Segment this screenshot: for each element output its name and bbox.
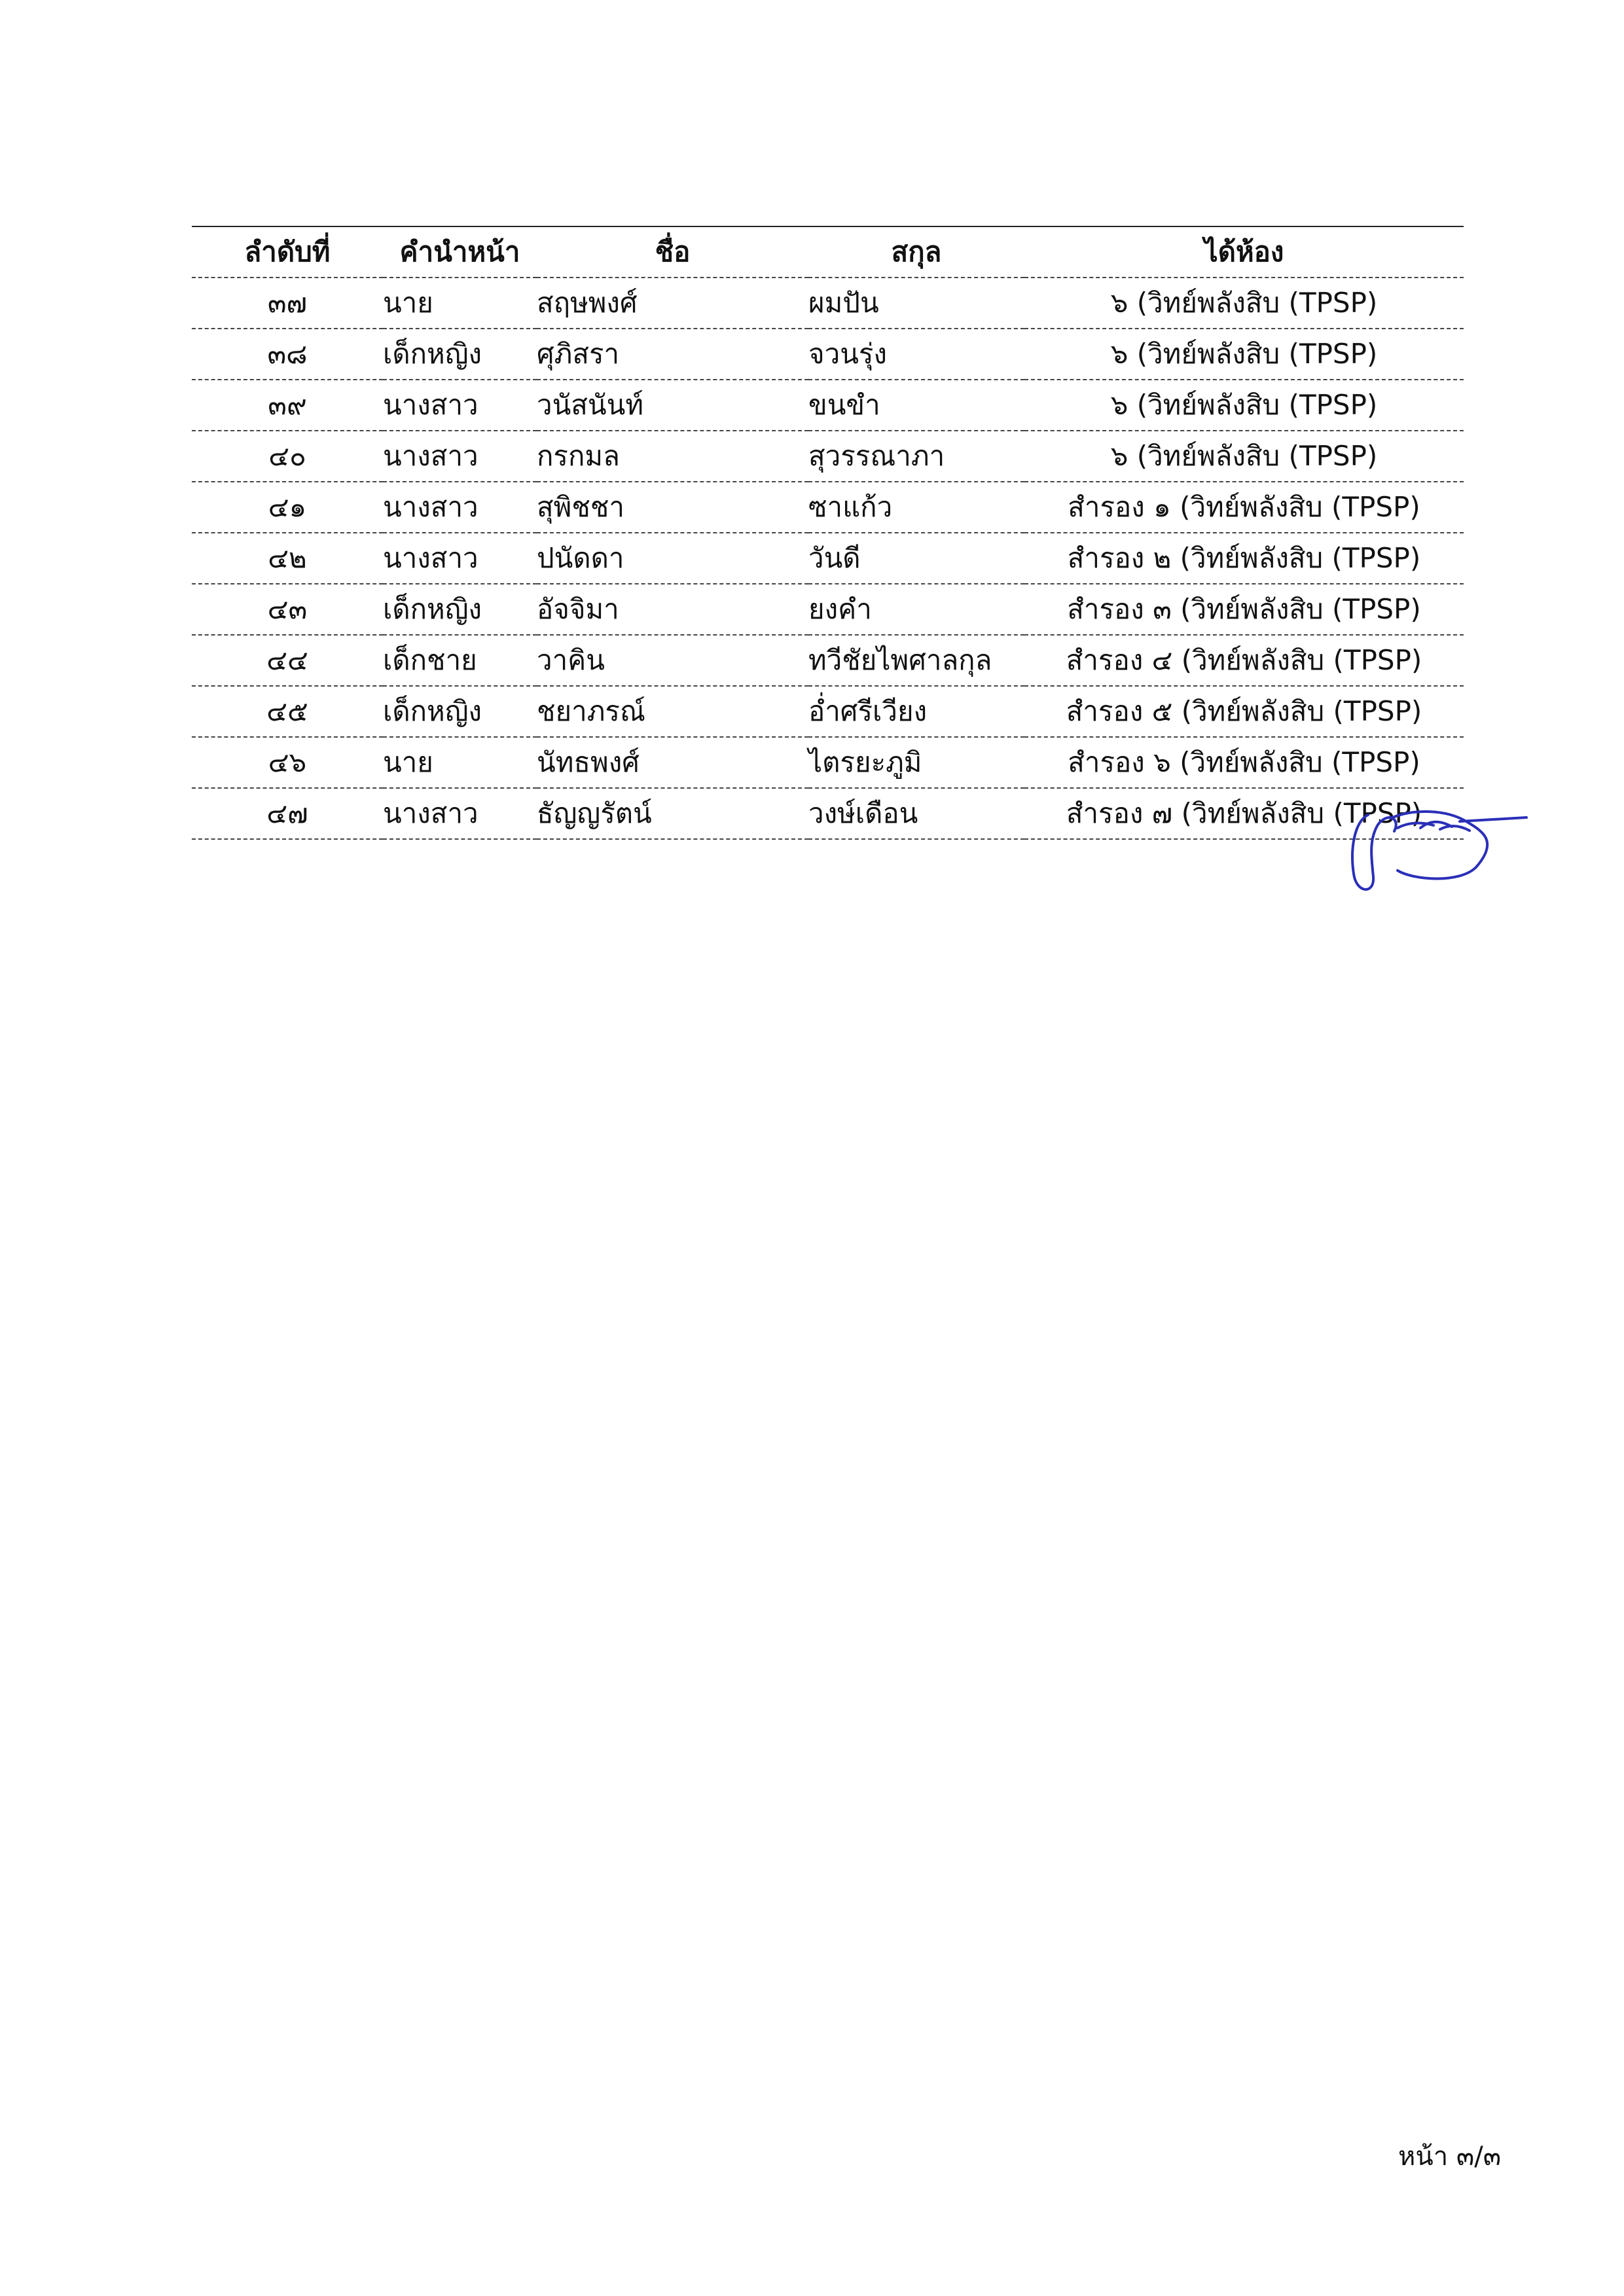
table-row: [192, 788, 1464, 839]
signature-mark: [1342, 802, 1532, 900]
table-row: [192, 380, 1464, 431]
cell-prefix: นางสาว: [383, 788, 537, 839]
cell-name: ธัญญรัตน์: [537, 788, 808, 839]
cell-surname: อ่ำศรีเวียง: [808, 686, 1024, 737]
cell-name: อัจจิมา: [537, 584, 808, 635]
table-row: [192, 533, 1464, 584]
header-name: ชื่อ: [537, 226, 808, 278]
cell-name: วาคิน: [537, 635, 808, 686]
header-room: ได้ห้อง: [1024, 226, 1464, 278]
table-row: [192, 329, 1464, 380]
results-table: [192, 226, 1464, 840]
cell-prefix: เด็กหญิง: [383, 329, 537, 380]
table-row: [192, 686, 1464, 737]
header-prefix: คำนำหน้า: [383, 226, 537, 278]
cell-room: สำรอง ๓ (วิทย์พลังสิบ (TPSP): [1024, 584, 1464, 635]
table-row: [192, 584, 1464, 635]
cell-surname: ผมปัน: [808, 278, 1024, 329]
cell-prefix: นาย: [383, 278, 537, 329]
cell-prefix: นาย: [383, 737, 537, 788]
cell-no: ๔๕: [192, 686, 383, 737]
cell-name: วนัสนันท์: [537, 380, 808, 431]
cell-no: ๔๓: [192, 584, 383, 635]
cell-no: ๓๘: [192, 329, 383, 380]
cell-no: ๓๙: [192, 380, 383, 431]
cell-surname: ทวีชัยไพศาลกุล: [808, 635, 1024, 686]
cell-no: ๓๗: [192, 278, 383, 329]
header-no: ลำดับที่: [192, 226, 383, 278]
cell-name: นัทธพงศ์: [537, 737, 808, 788]
header-surname: สกุล: [808, 226, 1024, 278]
cell-room: สำรอง ๒ (วิทย์พลังสิบ (TPSP): [1024, 533, 1464, 584]
cell-surname: ซาแก้ว: [808, 482, 1024, 533]
cell-surname: วงษ์เดือน: [808, 788, 1024, 839]
cell-surname: ยงคำ: [808, 584, 1024, 635]
cell-no: ๔๐: [192, 431, 383, 482]
cell-prefix: นางสาว: [383, 533, 537, 584]
table-header-row: [192, 226, 1464, 278]
cell-room: ๖ (วิทย์พลังสิบ (TPSP): [1024, 278, 1464, 329]
cell-prefix: นางสาว: [383, 431, 537, 482]
cell-surname: สุวรรณาภา: [808, 431, 1024, 482]
table-row: [192, 482, 1464, 533]
cell-name: กรกมล: [537, 431, 808, 482]
cell-no: ๔๖: [192, 737, 383, 788]
cell-room: สำรอง ๖ (วิทย์พลังสิบ (TPSP): [1024, 737, 1464, 788]
table-row: [192, 431, 1464, 482]
cell-surname: วันดี: [808, 533, 1024, 584]
cell-prefix: เด็กหญิง: [383, 584, 537, 635]
cell-no: ๔๔: [192, 635, 383, 686]
cell-surname: ไตรยะภูมิ: [808, 737, 1024, 788]
cell-room: สำรอง ๔ (วิทย์พลังสิบ (TPSP): [1024, 635, 1464, 686]
page-number: หน้า ๓/๓: [1398, 2142, 1502, 2172]
table-row: [192, 278, 1464, 329]
cell-name: ศุภิสรา: [537, 329, 808, 380]
cell-room: ๖ (วิทย์พลังสิบ (TPSP): [1024, 329, 1464, 380]
cell-room: สำรอง ๕ (วิทย์พลังสิบ (TPSP): [1024, 686, 1464, 737]
cell-name: สุพิชชา: [537, 482, 808, 533]
cell-no: ๔๑: [192, 482, 383, 533]
cell-prefix: นางสาว: [383, 380, 537, 431]
cell-surname: ขนขำ: [808, 380, 1024, 431]
table-row: [192, 635, 1464, 686]
cell-no: ๔๒: [192, 533, 383, 584]
cell-name: สฤษพงศ์: [537, 278, 808, 329]
cell-prefix: นางสาว: [383, 482, 537, 533]
signature-stroke: [1352, 812, 1526, 889]
cell-name: ปนัดดา: [537, 533, 808, 584]
cell-no: ๔๗: [192, 788, 383, 839]
cell-room: สำรอง ๑ (วิทย์พลังสิบ (TPSP): [1024, 482, 1464, 533]
cell-room: ๖ (วิทย์พลังสิบ (TPSP): [1024, 380, 1464, 431]
cell-prefix: เด็กหญิง: [383, 686, 537, 737]
cell-name: ชยาภรณ์: [537, 686, 808, 737]
cell-surname: จวนรุ่ง: [808, 329, 1024, 380]
cell-room: สำรอง ๗ (วิทย์พลังสิบ (TPSP): [1024, 788, 1464, 839]
cell-prefix: เด็กชาย: [383, 635, 537, 686]
cell-room: ๖ (วิทย์พลังสิบ (TPSP): [1024, 431, 1464, 482]
table-row: [192, 737, 1464, 788]
